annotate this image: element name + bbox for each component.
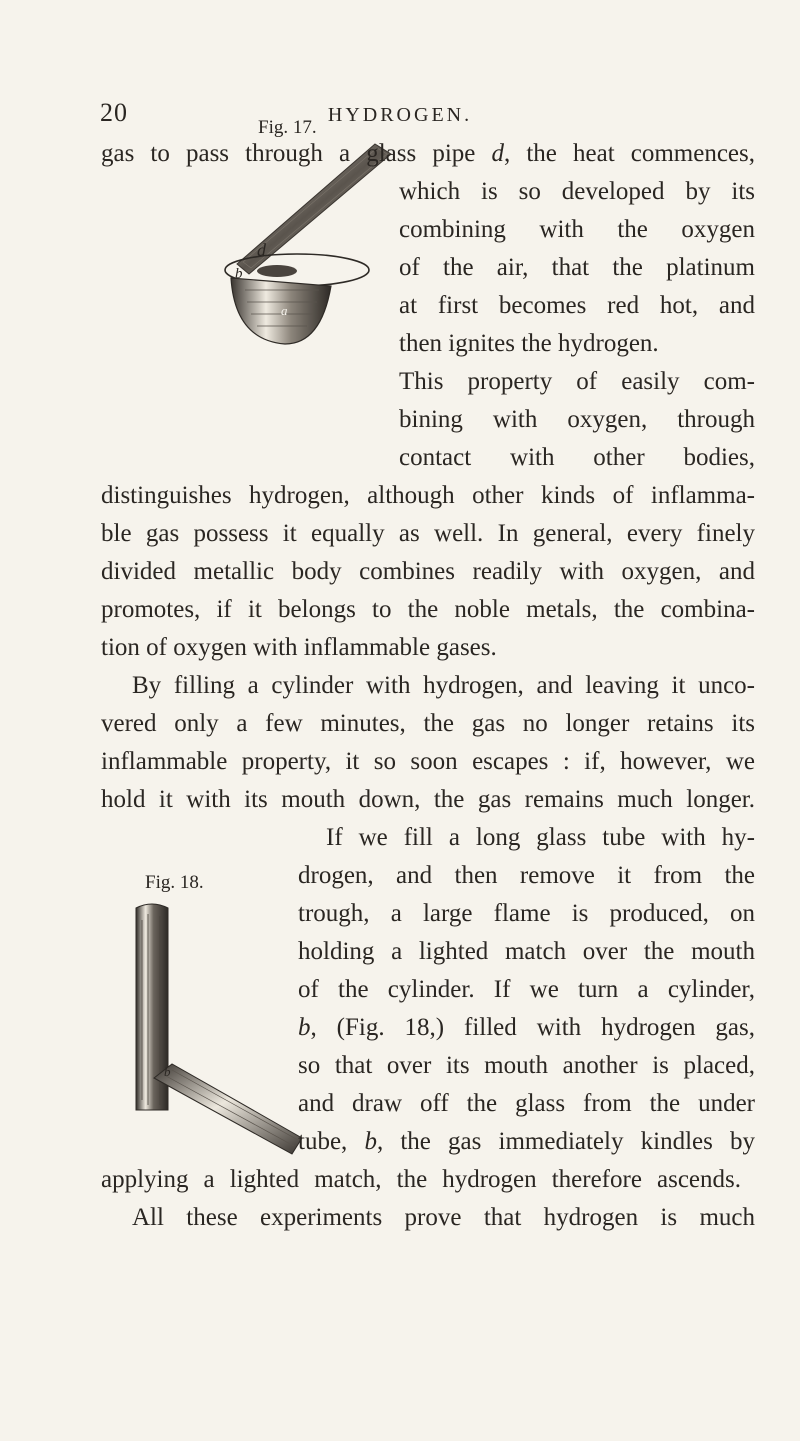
text-line-12: divided metallic body combines readily with oxygen, and	[101, 558, 755, 585]
text-line-8: bining with oxygen, through	[399, 406, 755, 433]
text-line-26: and draw off the glass from the under	[298, 1090, 755, 1117]
text-line-29: All these experiments prove that hydrogen is much	[132, 1204, 755, 1231]
text-line-5: at first becomes red hot, and	[399, 292, 755, 319]
fig18-label-b: b	[164, 1064, 171, 1079]
text-line-18: hold it with its mouth down, the gas remains much longer.	[101, 786, 755, 813]
text-line-23: of the cylinder. If we turn a cylinder,	[298, 976, 755, 1003]
fig17-illustration	[215, 140, 405, 345]
text-line-7: This property of easily com-	[399, 368, 755, 395]
text-line-24: b, (Fig. 18,) filled with hydrogen gas,	[298, 1014, 755, 1041]
fig18-caption: Fig. 18.	[145, 872, 204, 893]
running-title: HYDROGEN.	[327, 104, 473, 126]
text-line-2: which is so developed by its	[399, 178, 755, 205]
text-line-4: of the air, that the platinum	[399, 254, 755, 281]
text-line-13: promotes, if it belongs to the noble metals, the combina-	[101, 596, 755, 623]
text-line-9: contact with other bodies,	[399, 444, 755, 471]
text-line-1: gas to pass through a glass pipe d, the heat commences,	[101, 140, 756, 167]
text-line-11: ble gas possess it equally as well. In general, every finely	[101, 520, 755, 547]
text-line-14: tion of oxygen with inflammable gases.	[101, 634, 497, 661]
page-number: 20	[100, 98, 128, 127]
text-line-21: trough, a large flame is produced, on	[298, 900, 755, 927]
text-line-6: then ignites the hydrogen.	[399, 330, 659, 357]
fig17-label-d: d	[257, 240, 266, 260]
text-line-28: applying a lighted match, the hydrogen therefore ascends.	[101, 1166, 741, 1193]
text-line-27: tube, b, the gas immediately kindles by	[298, 1128, 755, 1155]
text-line-20: drogen, and then remove it from the	[298, 862, 755, 889]
text-line-10: distinguishes hydrogen, although other kinds of inflamma-	[101, 482, 755, 509]
fig17-caption: Fig. 17.	[258, 117, 317, 138]
text-line-17: inflammable property, it so soon escapes : if, however, we	[101, 748, 755, 775]
text-line-25: so that over its mouth another is placed,	[298, 1052, 755, 1079]
text-line-15: By filling a cylinder with hydrogen, and leaving it unco-	[132, 672, 755, 699]
text-line-16: vered only a few minutes, the gas no longer retains its	[101, 710, 755, 737]
text-line-22: holding a lighted match over the mouth	[298, 938, 755, 965]
fig17-label-b: b	[235, 266, 243, 282]
text-line-19: If we fill a long glass tube with hy-	[326, 824, 755, 851]
fig18-illustration	[132, 900, 304, 1155]
fig17-label-a: a	[281, 303, 288, 318]
text-line-3: combining with the oxygen	[399, 216, 755, 243]
